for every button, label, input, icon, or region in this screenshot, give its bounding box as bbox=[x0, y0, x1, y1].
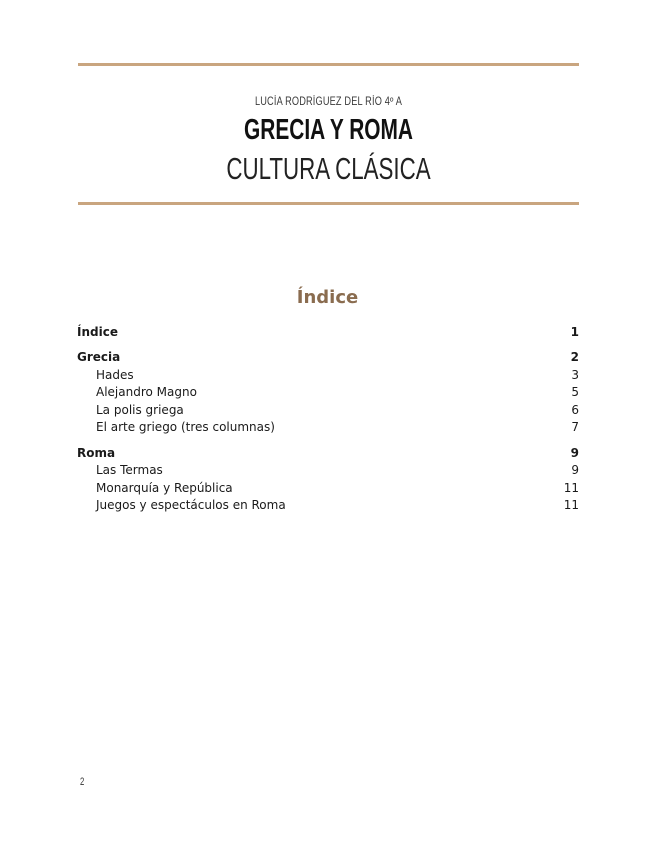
toc-entry-page: 1 bbox=[570, 325, 579, 339]
toc-entry[interactable] bbox=[77, 462, 579, 480]
toc-entry[interactable] bbox=[77, 497, 579, 515]
bottom-divider bbox=[78, 202, 579, 205]
toc-entry-page: 5 bbox=[571, 385, 579, 400]
author-line: LUCÍA RODRÍGUEZ DEL RÍO 4º A bbox=[254, 96, 403, 108]
toc-entry-page: 6 bbox=[571, 402, 579, 417]
toc-entry-label: Índice bbox=[77, 325, 118, 339]
toc-entry[interactable] bbox=[77, 445, 579, 463]
toc-entry-page: 2 bbox=[570, 350, 579, 365]
toc-entry-label: Roma bbox=[77, 445, 116, 460]
toc-entry-page: 3 bbox=[571, 367, 579, 382]
toc-entry-label: Las Termas bbox=[96, 463, 163, 478]
toc-entry[interactable] bbox=[77, 402, 579, 420]
toc-entry-page: 9 bbox=[571, 463, 579, 478]
toc-entry-page: 11 bbox=[563, 480, 579, 495]
document-subtitle: CULTURA CLÁSICA bbox=[226, 151, 431, 186]
toc-entry[interactable] bbox=[77, 349, 579, 367]
toc-heading: Índice bbox=[296, 287, 359, 308]
toc-entry-label: Juegos y espectáculos en Roma bbox=[96, 498, 286, 513]
toc-entry-label: Monarquía y República bbox=[96, 480, 233, 495]
toc-entry-label: Alejandro Magno bbox=[96, 385, 197, 400]
page-number: 2 bbox=[80, 776, 85, 788]
toc-entry[interactable] bbox=[77, 419, 579, 437]
toc-entry-label: La polis griega bbox=[96, 402, 184, 417]
toc-entry-label: Grecia bbox=[77, 350, 121, 365]
toc-entry[interactable] bbox=[77, 324, 579, 342]
toc-entry[interactable] bbox=[77, 384, 579, 402]
document-title: GRECIA Y ROMA bbox=[244, 114, 413, 146]
toc-entry-page: 9 bbox=[570, 445, 579, 460]
toc-entry-label: Hades bbox=[96, 367, 134, 382]
toc-entry-page: 11 bbox=[563, 498, 579, 513]
toc-entry-label: El arte griego (tres columnas) bbox=[96, 420, 275, 435]
toc-entry-page: 7 bbox=[571, 420, 579, 435]
table-of-contents bbox=[77, 324, 579, 515]
toc-entry[interactable] bbox=[77, 367, 579, 385]
toc-entry[interactable] bbox=[77, 480, 579, 498]
top-divider bbox=[78, 63, 579, 66]
